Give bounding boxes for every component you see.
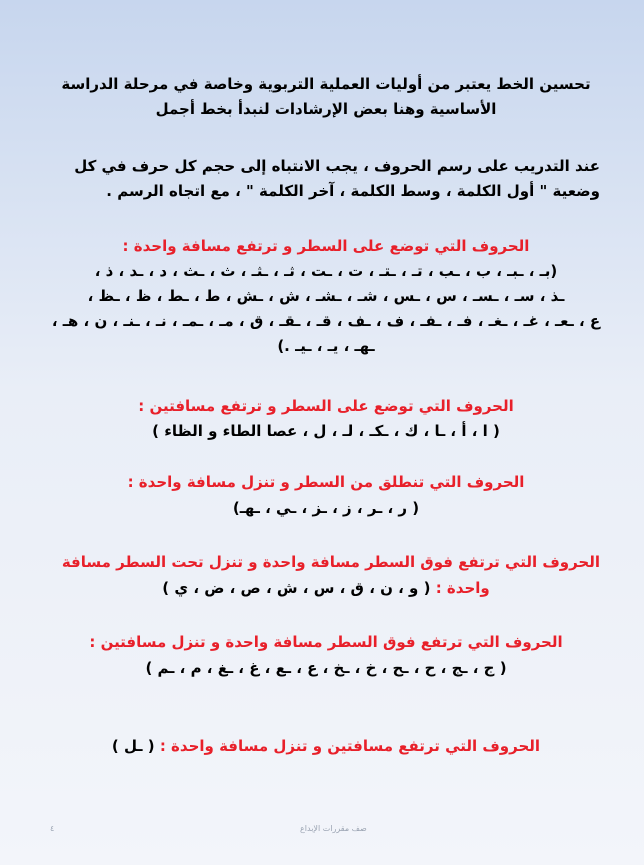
section-2-line-1: ( ا ، أ ، ـا ، ك ، ـكـ ، لـ ، ل ، عصا الطاء و الظاء ): [152, 422, 500, 440]
section-1-letters: [50, 259, 602, 359]
section-4-letters: ( و ، ن ، ق ، س ، ش ، ص ، ض ، ي ): [162, 579, 431, 597]
section-4-heading-cont: واحدة :: [435, 579, 490, 597]
section-1-line-1: (بـ ، ـبـ ، ب ، ـب ، تـ ، ـتـ ، ت ، ـت ، ثـ ، ـثـ ، ث ، ـث ، د ، ـد ، ذ ،: [94, 262, 558, 280]
intro-line-1: تحسين الخط يعتبر من أوليات العملية التربوية وخاصة في مرحلة الدراسة: [61, 75, 591, 93]
page-number: ٤: [50, 824, 55, 833]
section-3-heading: الحروف التي تنطلق من السطر و تنزل مسافة واحدة :: [127, 473, 525, 491]
section-6-letters: ( ـل ): [111, 737, 155, 755]
section-1-heading: الحروف التي توضع على السطر و ترتفع مسافة واحدة :: [122, 237, 530, 255]
section-6-line: [52, 734, 600, 759]
instruction-paragraph: [52, 154, 600, 204]
instruction-line-2: وضعية " أول الكلمة ، وسط الكلمة ، آخر الكلمة " ، مع اتجاه الرسم .: [106, 182, 600, 200]
section-3-line-1: ( ر ، ـر ، ز ، ـز ، ـي ، ـهـ): [232, 499, 420, 517]
intro-line-2: الأساسية وهنا بعض الإرشادات لنبدأ بخط أجمل: [155, 100, 497, 118]
section-4-heading: الحروف التي ترتفع فوق السطر مسافة واحدة و تنزل تحت السطر مسافة: [61, 553, 600, 571]
section-4-line-2: [52, 576, 600, 601]
footer-text: صف مقررات الإبداع: [300, 824, 367, 833]
section-6-heading: الحروف التي ترتفع مسافتين و تنزل مسافة واحدة :: [159, 737, 541, 755]
intro-paragraph: [52, 72, 600, 122]
section-5-line-1: ( ج ، ـج ، ح ، ـح ، خ ، ـخ ، ع ، ـع ، غ ، ـغ ، م ، ـم ): [145, 659, 507, 677]
section-1-line-3: ع ، ـعـ ، غـ ، ـغـ ، فـ ، ـفـ ، ف ، ـف ، قـ ، ـقـ ، ق ، مـ ، ـمـ ، نـ ، ـنـ ، ن ، هـ ،: [51, 312, 601, 330]
instruction-line-1: عند التدريب على رسم الحروف ، يجب الانتباه إلى حجم كل حرف في كل: [74, 157, 600, 175]
section-2-heading: الحروف التي توضع على السطر و ترتفع مسافتين :: [138, 397, 514, 415]
section-1-line-4: ـهـ ، يـ ، ـيـ .): [277, 337, 375, 355]
section-1-line-2: ـذ ، سـ ، ـسـ ، س ، ـس ، شـ ، ـشـ ، ش ، ـش ، ط ، ـط ، ظ ، ـظ ،: [87, 287, 565, 305]
section-5-heading: الحروف التي ترتفع فوق السطر مسافة واحدة و تنزل مسافتين :: [89, 633, 563, 651]
